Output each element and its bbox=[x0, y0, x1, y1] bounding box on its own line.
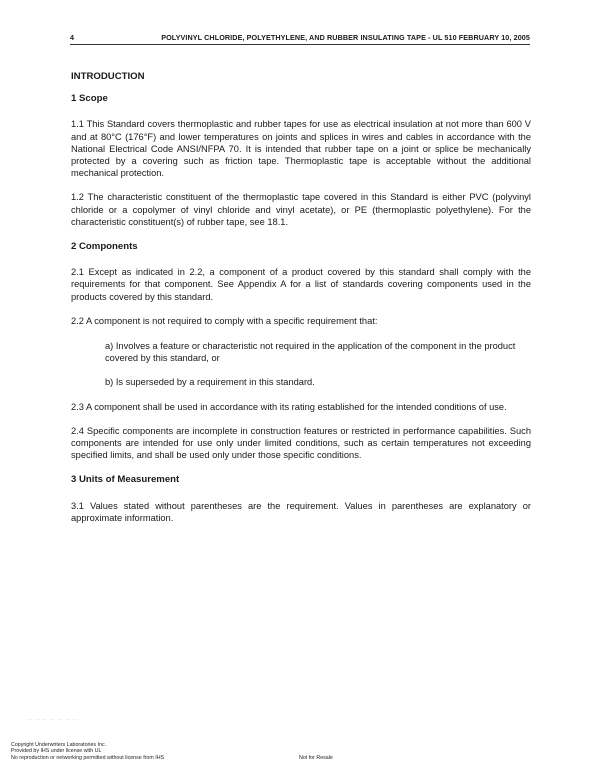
paragraph-2-4: 2.4 Specific components are incomplete in construction features or restricted in performance capabilities. Such components are intended for use only under limited conditions, such as certain temperatures not exceeding specified limits, and shall be used only under those specific conditions. bbox=[71, 425, 531, 461]
paragraph-1-2: 1.2 The characteristic constituent of the thermoplastic tape covered in this Standard is either PVC (polyvinyl chloride or a copolymer of vinyl chloride and vinyl acetate), or PE (thermoplastic polyethylene). For the characteristic constituent(s) of rubber tape, see 18.1. bbox=[71, 192, 531, 227]
footer-notice bbox=[11, 742, 164, 761]
paragraph-2-2: 2.2 A component is not required to comply with a specific requirement that: bbox=[71, 315, 378, 326]
header-rule bbox=[70, 44, 530, 45]
list-item-2-2-b: b) Is superseded by a requirement in this standard. bbox=[105, 377, 315, 388]
copyright-line: Copyright Underwriters Laboratories Inc. bbox=[11, 742, 107, 748]
document-body bbox=[71, 71, 531, 536]
paragraph-2-1: 2.1 Except as indicated in 2.2, a component of a product covered by this standard shall comply with the requirements for that component. See Appendix A for a list of standards covering components used in the products covered by this standard. bbox=[71, 267, 531, 302]
running-title: POLYVINYL CHLORIDE, POLYETHYLENE, AND RUBBER INSULATING TAPE - UL 510 FEBRUARY 10, 2005 bbox=[161, 33, 530, 42]
list-item-2-2-a: a) Involves a feature or characteristic not required in the application of the component in the product covered by this standard, or bbox=[105, 341, 516, 364]
components-heading: 2 Components bbox=[71, 241, 138, 253]
not-for-resale: Not for Resale bbox=[299, 755, 333, 761]
introduction-heading: INTRODUCTION bbox=[71, 71, 145, 82]
no-reproduction-line: No reproduction or networking permitted without license from IHS bbox=[11, 754, 165, 761]
page-number: 4 bbox=[70, 33, 75, 42]
units-heading: 3 Units of Measurement bbox=[71, 474, 180, 486]
provided-by-line: Provided by IHS under license with UL bbox=[11, 748, 102, 755]
paragraph-2-3: 2.3 A component shall be used in accordance with its rating established for the intended conditions of use. bbox=[71, 401, 507, 412]
faint-mark: — — — — — — — bbox=[27, 717, 79, 723]
paragraph-3-1: 3.1 Values stated without parentheses are the requirement. Values in parentheses are explanatory or approximate information. bbox=[71, 500, 531, 523]
scope-heading: 1 Scope bbox=[71, 93, 108, 105]
paragraph-1-1: 1.1 This Standard covers thermoplastic and rubber tapes for use as electrical insulation at not more than 600 V and at 80°C (176°F) and lower temperatures on joints and splices in wires and cables in accordance with the National Electrical Code ANSI/NFPA 70. It is intended that rubber tape on a joint or splice be mechanically protected by a covering such as friction tape. Thermoplastic tape is acceptable without the additional mechanical protection. bbox=[71, 119, 531, 179]
